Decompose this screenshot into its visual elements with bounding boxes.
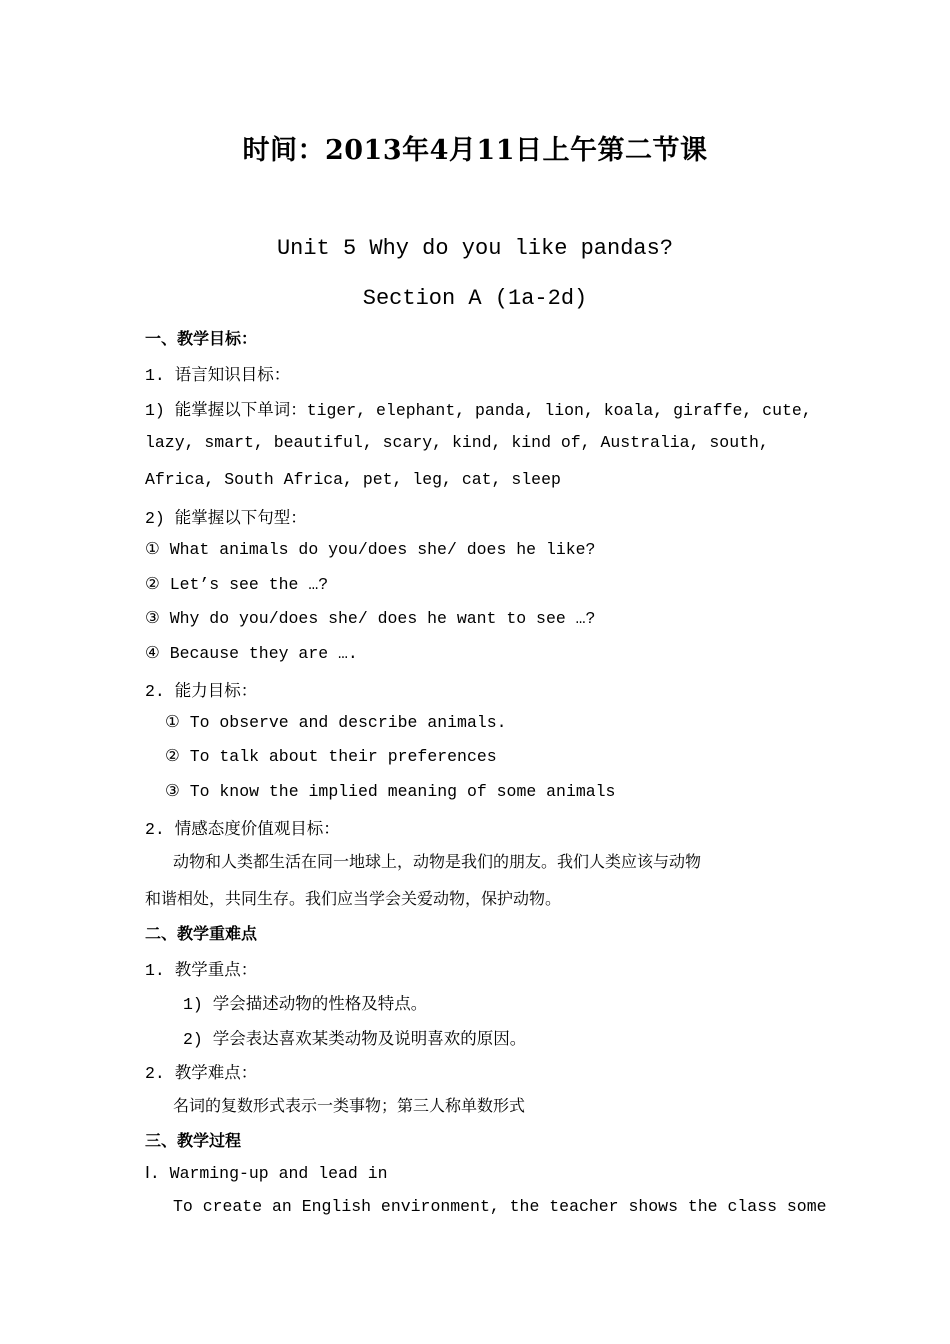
ability-1: ① To observe and describe animals. [165, 713, 507, 732]
warming-up-text: To create an English environment, the teacher shows the class some [173, 1197, 827, 1216]
vocab-line-2: lazy, smart, beautiful, scary, kind, kind of, Australia, south, [145, 433, 769, 452]
heading-teaching-goals: 一、教学目标： [145, 329, 258, 348]
pattern-1: ① What animals do you/does she/ does he like? [145, 540, 596, 559]
item-language-goals: 1. 语言知识目标： [145, 366, 291, 385]
item-attitude-goals: 2. 情感态度价值观目标： [145, 820, 340, 839]
attitude-text-1: 动物和人类都生活在同一地球上，动物是我们的朋友。我们人类应该与动物 [173, 852, 702, 871]
ability-2: ② To talk about their preferences [165, 747, 497, 766]
date-title: 时间：2013年4月11日上午第二节课 [242, 135, 708, 166]
step-warming-up: Ⅰ. Warming-up and lead in [145, 1164, 388, 1183]
item-sentence-patterns: 2) 能掌握以下句型： [145, 509, 307, 528]
pattern-4: ④ Because they are …. [145, 644, 358, 663]
section-title: Section A (1a-2d) [362, 286, 588, 311]
unit-title: Unit 5 Why do you like pandas? [276, 236, 674, 261]
ability-3: ③ To know the implied meaning of some animals [165, 782, 616, 801]
item-ability-goals: 2. 能力目标： [145, 682, 258, 701]
attitude-text-2: 和谐相处，共同生存。我们应当学会关爱动物，保护动物。 [145, 889, 562, 908]
item-key-points: 1. 教学重点： [145, 961, 258, 980]
pattern-3: ③ Why do you/does she/ does he want to see …? [145, 609, 596, 628]
pattern-2: ② Let’s see the …? [145, 575, 329, 594]
heading-key-points: 二、教学重难点 [145, 924, 258, 943]
key-point-1: 1) 学会描述动物的性格及特点。 [183, 995, 428, 1014]
heading-teaching-process: 三、教学过程 [145, 1131, 242, 1150]
vocab-line-3: Africa, South Africa, pet, leg, cat, sleep [145, 470, 561, 489]
difficult-point-text: 名词的复数形式表示一类事物；第三人称单数形式 [173, 1096, 526, 1115]
item-difficult-points: 2. 教学难点： [145, 1064, 258, 1083]
vocab-line-1: 1) 能掌握以下单词：tiger, elephant, panda, lion, koala, giraffe, cute, [145, 401, 812, 420]
key-point-2: 2) 学会表达喜欢某类动物及说明喜欢的原因。 [183, 1030, 527, 1049]
